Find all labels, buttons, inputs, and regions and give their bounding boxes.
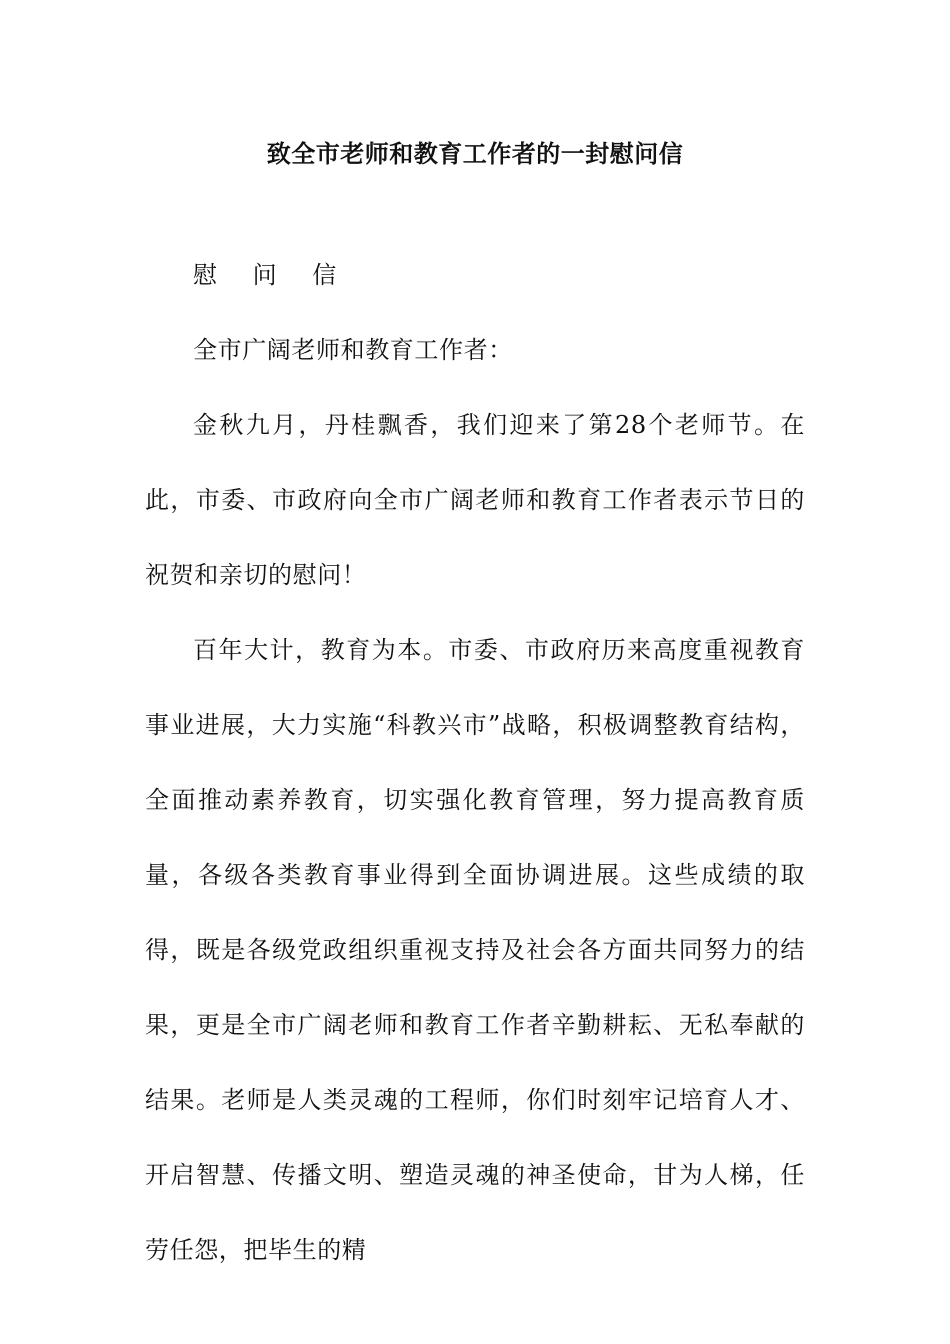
document-title: 致全市老师和教育工作者的一封慰问信 <box>266 140 684 168</box>
paragraph-1: 金秋九月，丹桂飘香，我们迎来了第28个老师节。在此，市委、市政府向全市广阔老师和教育工作者表示节日的祝贺和亲切的慰问！ <box>145 411 805 589</box>
salutation: 全市广阔老师和教育工作者： <box>193 336 513 364</box>
document-body <box>145 238 805 1288</box>
letter-heading: 慰 问 信 <box>193 261 351 289</box>
paragraph-2: 百年大计，教育为本。市委、市政府历来高度重视教育事业进展，大力实施“科教兴市”战略，积极调整教育结构，全面推动素养教育，切实强化教育管理，努力提高教育质量，各级各类教育事业得到全面协调进展。这些成绩的取得，既是各级党政组织重视支持及社会各方面共同努力的结果，更是全市广阔老师和教育工作者辛勤耕耘、无私奉献的结果。老师是人类灵魂的工程师，你们时刻牢记培育人才、开启智慧、传播文明、塑造灵魂的神圣使命，甘为人梯，任劳任怨，把毕生的精 <box>145 636 805 1264</box>
